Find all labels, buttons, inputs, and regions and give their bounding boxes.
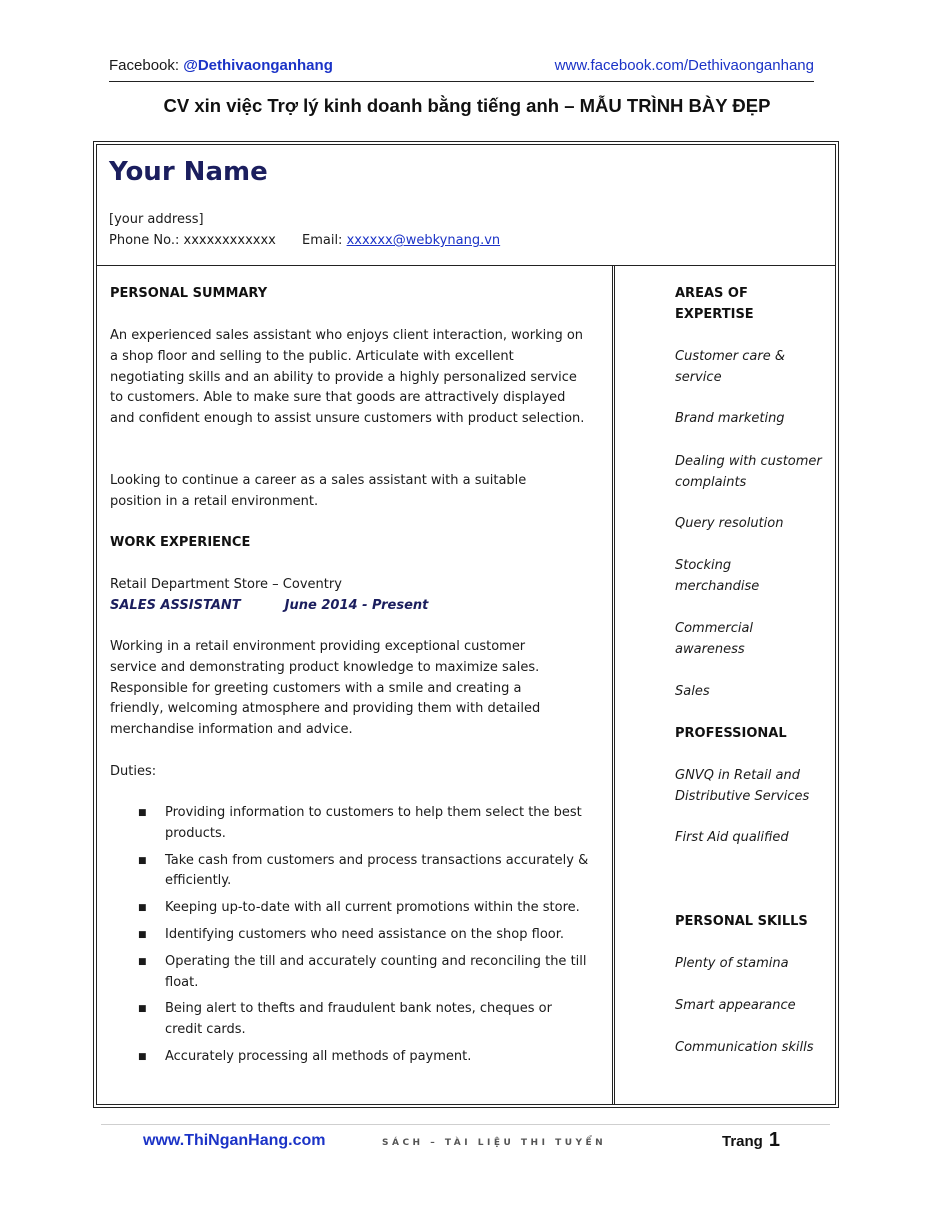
- job-title: SALES ASSISTANT: [110, 598, 241, 613]
- facebook-url-link[interactable]: www.facebook.com/Dethivaonganhang: [554, 57, 814, 74]
- summary-heading: PERSONAL SUMMARY: [110, 286, 268, 301]
- expertise-item: Sales: [675, 684, 710, 699]
- summary-goal-paragraph: Looking to continue a career as a sales assistant with a suitable position in a retail environment.: [110, 473, 527, 509]
- expertise-item: Commercial awareness: [675, 621, 754, 657]
- page-number-value: 1: [768, 1129, 780, 1151]
- facebook-handle-link[interactable]: @Dethivaonganhang: [183, 57, 333, 74]
- expertise-item: Stocking merchandise: [675, 558, 760, 594]
- duties-list: [138, 803, 591, 1074]
- page-header: [109, 55, 814, 82]
- page-label: Trang: [722, 1133, 763, 1150]
- summary-paragraph: An experienced sales assistant who enjoys client interaction, working on a shop floor and selling to the public. Articulate with excellent negotiating skills and an ability to provide a highly personalized service to customers. Able to make sure that goods are attractively displayed and confident enough to assist unsure customers with product selection.: [110, 328, 585, 427]
- employer-line: Retail Department Store – Coventry: [110, 577, 342, 592]
- duty-item: ■ Identifying customers who need assistance on the shop floor.: [151, 925, 591, 946]
- bullet-icon: ■: [138, 1051, 147, 1062]
- job-description: Working in a retail environment providing exceptional customer service and demonstrating product knowledge to maximize sales. Responsible for greeting customers with a smile and creating a friendly, welcoming atmosphere and providing them with detailed merchandise information and advice.: [110, 639, 541, 738]
- facebook-label-group: [109, 57, 333, 74]
- professional-heading: PROFESSIONAL: [675, 726, 787, 741]
- work-experience-heading: WORK EXPERIENCE: [110, 535, 251, 550]
- professional-item: GNVQ in Retail and Distributive Services: [675, 768, 810, 804]
- skill-item: Plenty of stamina: [675, 956, 789, 971]
- expertise-item: Dealing with customer complaints: [675, 454, 822, 490]
- footer-site-link[interactable]: www.ThiNganHang.com: [143, 1132, 326, 1149]
- bullet-icon: ■: [138, 929, 147, 940]
- personal-skills-heading: PERSONAL SKILLS: [675, 914, 808, 929]
- page-number: [722, 1129, 780, 1152]
- skill-item: Communication skills: [675, 1040, 814, 1055]
- email-label: Email:: [301, 233, 343, 248]
- duties-label: Duties:: [110, 764, 157, 779]
- professional-item: First Aid qualified: [675, 830, 789, 845]
- phone-value: xxxxxxxxxxxx: [183, 233, 276, 248]
- duty-item: ■ Keeping up-to-date with all current promotions within the store.: [151, 898, 591, 919]
- bullet-icon: ■: [138, 956, 147, 967]
- email-link[interactable]: xxxxxx@webkynang.vn: [346, 233, 501, 248]
- footer-tagline: SÁCH – TÀI LIỆU THI TUYỂN: [382, 1138, 607, 1148]
- job-title-line: [110, 598, 428, 613]
- phone-label: Phone No.:: [109, 233, 180, 248]
- bullet-icon: ■: [138, 1004, 147, 1015]
- cv-name: Your Name: [109, 157, 268, 187]
- facebook-label: Facebook:: [109, 57, 180, 74]
- cv-name-section: [96, 144, 835, 266]
- footer-divider: [101, 1124, 830, 1125]
- duty-item: ■ Being alert to thefts and fraudulent bank notes, cheques or credit cards.: [138, 1001, 552, 1038]
- cv-main-column: [96, 266, 613, 1104]
- duty-item: ■ Take cash from customers and process transactions accurately & efficiently.: [138, 852, 589, 889]
- expertise-item: Brand marketing: [675, 411, 785, 426]
- column-divider: [612, 266, 615, 1104]
- duty-item: ■ Providing information to customers to help them select the best products.: [138, 805, 582, 841]
- bullet-icon: ■: [138, 903, 147, 914]
- skill-item: Smart appearance: [675, 998, 796, 1013]
- duty-item: ■ Operating the till and accurately counting and reconciling the till float.: [138, 953, 587, 990]
- expertise-item: Query resolution: [675, 516, 784, 531]
- expertise-item: Customer care & service: [675, 349, 786, 385]
- job-dates: June 2014 - Present: [284, 598, 429, 613]
- document-title: CV xin việc Trợ lý kinh doanh bằng tiếng anh – MẪU TRÌNH BÀY ĐẸP: [163, 95, 771, 116]
- bullet-icon: ■: [138, 855, 147, 866]
- expertise-heading: AREAS OF EXPERTISE: [675, 286, 754, 322]
- duty-item: ■ Accurately processing all methods of payment.: [151, 1047, 591, 1068]
- bullet-icon: ■: [138, 808, 147, 818]
- cv-address: [your address]: [109, 212, 204, 227]
- cv-contact-line: [109, 233, 500, 248]
